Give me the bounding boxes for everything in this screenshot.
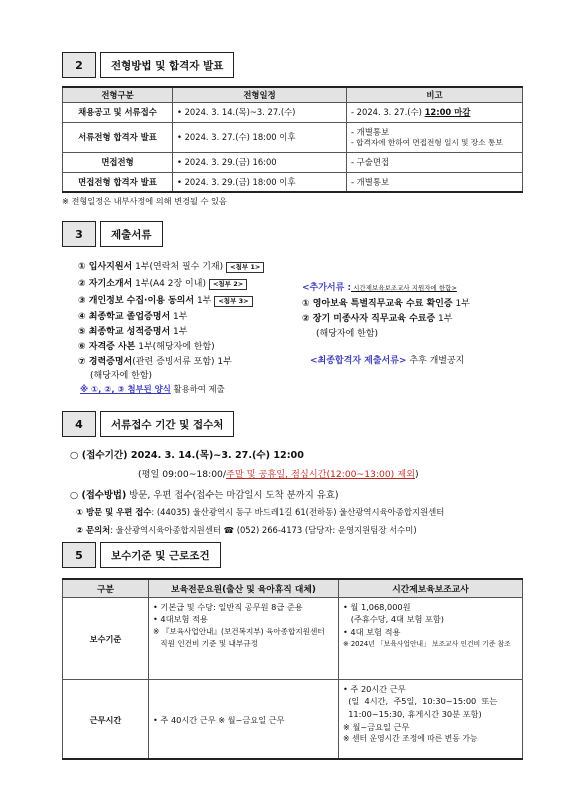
compensation-table — [62, 578, 523, 760]
row-note — [347, 122, 523, 152]
row-category: 보수기준 — [63, 597, 149, 679]
section-number: 3 — [62, 221, 96, 247]
doc-item: ② 자기소개서 1부(A4 2장 이내) <첨부 2> — [78, 276, 247, 290]
table-row — [63, 679, 523, 759]
doc-item-continuation: (해당자에 한함) — [90, 371, 153, 381]
attachment-badge: <첨부 2> — [209, 279, 247, 290]
selection-schedule-table — [62, 86, 523, 193]
header-cell: 시간제보육보조교사 — [339, 579, 523, 597]
pay-detail-b: • 월 1,068,000원 (주휴수당, 4대 보험 포함) • 4대 보험 적용 ※ 2024년 「보육사업안내」 보조교사 인건비 기준 참조 — [339, 597, 523, 679]
row-note: - 구술면접 — [347, 152, 523, 172]
section-title: 제출서류 — [100, 221, 163, 247]
period-line: ○ (접수기간) 2024. 3. 14.(목)~3. 27.(수) 12:00 — [70, 450, 304, 461]
row-category: 면접전형 — [63, 152, 173, 172]
table-row — [63, 152, 523, 172]
header-cell: 전형구분 — [63, 87, 173, 102]
section-title: 전형방법 및 합격자 발표 — [100, 52, 234, 78]
row-schedule: • 2024. 3. 29.(금) 18:00 이후 — [173, 172, 347, 192]
table-row — [63, 122, 523, 152]
note-text: - 개별통보 — [351, 127, 390, 137]
table-header-row — [63, 87, 523, 102]
row-schedule: • 2024. 3. 14.(목)~3. 27.(수) — [173, 102, 347, 122]
extra-docs-title: <추가서류 : 시간제보육보조교사 지원자에 한함> — [302, 283, 457, 293]
doc-item: ⑦ 경력증명서(관련 증빙서류 포함) 1부 — [78, 357, 232, 367]
row-note — [347, 102, 523, 122]
schedule-footnote: ※ 전형일정은 내부사정에 의해 변경될 수 있음 — [62, 196, 227, 206]
attachment-badge: <첨부 1> — [226, 262, 264, 273]
section-title: 보수기준 및 근로조건 — [100, 542, 221, 568]
doc-item: ⑥ 자격증 사본 1부(해당자에 한함) — [78, 342, 215, 352]
address-line: ① 방문 및 우편 접수: (44035) 울산광역시 동구 바드레1길 61(전하동) 울산광역시육아종합지원센터 — [76, 507, 445, 517]
table-header-row — [63, 579, 523, 597]
row-category: 채용공고 및 서류접수 — [63, 102, 173, 122]
row-category: 근무시간 — [63, 679, 149, 759]
work-detail-a: • 주 40시간 근무 ※ 월~금요일 근무 — [149, 679, 339, 759]
work-detail-b: • 주 20시간 근무 (일 4시간, 주5일, 10:30~15:00 또는 11:00~15:30, 휴게시간 30분 포함) ※ 월~금요일 근무 ※ 센터 운영시간 조정에 따른 변동 가능 — [339, 679, 523, 759]
doc-item: ⑤ 최종학교 성적증명서 1부 — [78, 327, 188, 337]
doc-item: ④ 최종학교 졸업증명서 1부 — [78, 312, 188, 322]
extra-doc-item: ① 영아보육 특별직무교육 수료 확인증 1부 — [302, 299, 470, 309]
row-category: 서류전형 합격자 발표 — [63, 122, 173, 152]
section-4-header — [62, 411, 234, 437]
section-number: 4 — [62, 411, 96, 437]
header-cell: 전형일정 — [173, 87, 347, 102]
table-row — [63, 597, 523, 679]
section-2-header — [62, 52, 234, 78]
note-text: - 합격자에 한하여 면접전형 일시 및 장소 통보 — [351, 137, 503, 147]
header-cell: 보육전문요원(출산 및 육아휴직 대체) — [149, 579, 339, 597]
extra-doc-continuation: (해당자에 한함) — [316, 329, 379, 339]
deadline-text: 12:00 마감 — [424, 106, 471, 117]
contact-line: ② 문의처: 울산광역시육아종합지원센터 ☎ (052) 266-4173 (담당자: 운영지원팀장 서수미) — [76, 525, 417, 535]
section-number: 5 — [62, 542, 96, 568]
hours-line: (평일 09:00~18:00/주말 및 공휴일, 점심시간(12:00~13:00) 제외) — [138, 469, 419, 480]
doc-item: ③ 개인정보 수집·이용 동의서 1부 <첨부 3> — [78, 293, 253, 307]
method-line: ○ (접수방법) 방문, 우편 접수(접수는 마감일시 도착 분까지 유효) — [70, 490, 339, 501]
attachment-note: ※ ①, ②, ③ 첨부된 양식 활용하여 제출 — [80, 384, 225, 394]
section-5-header — [62, 542, 221, 568]
pay-detail-a: • 기본급 및 수당: 일반직 공무원 8급 준용 • 4대보험 적용 ※ 『보육사업안내』(보건복지부) 육아종합지원센터 직원 인건비 기준 및 내부규정 — [149, 597, 339, 679]
attachment-badge: <첨부 3> — [214, 296, 252, 307]
note-text: - 2024. 3. 27.(수) — [351, 106, 425, 117]
header-cell: 비고 — [347, 87, 523, 102]
row-schedule: • 2024. 3. 29.(금) 16:00 — [173, 152, 347, 172]
table-row — [63, 102, 523, 122]
row-schedule: • 2024. 3. 27.(수) 18:00 이후 — [173, 122, 347, 152]
extra-doc-item: ② 장기 미종사자 직무교육 수료증 1부 — [302, 314, 453, 324]
section-number: 2 — [62, 52, 96, 78]
final-docs-line: <최종합격자 제출서류> 추후 개별공지 — [310, 356, 465, 366]
row-category: 면접전형 합격자 발표 — [63, 172, 173, 192]
section-title: 서류접수 기간 및 접수처 — [100, 411, 234, 437]
section-3-header — [62, 221, 163, 247]
header-cell: 구분 — [63, 579, 149, 597]
doc-item: ① 입사지원서 1부(연락처 필수 기재) <첨부 1> — [78, 259, 264, 273]
row-note: - 개별통보 — [347, 172, 523, 192]
table-row — [63, 172, 523, 192]
